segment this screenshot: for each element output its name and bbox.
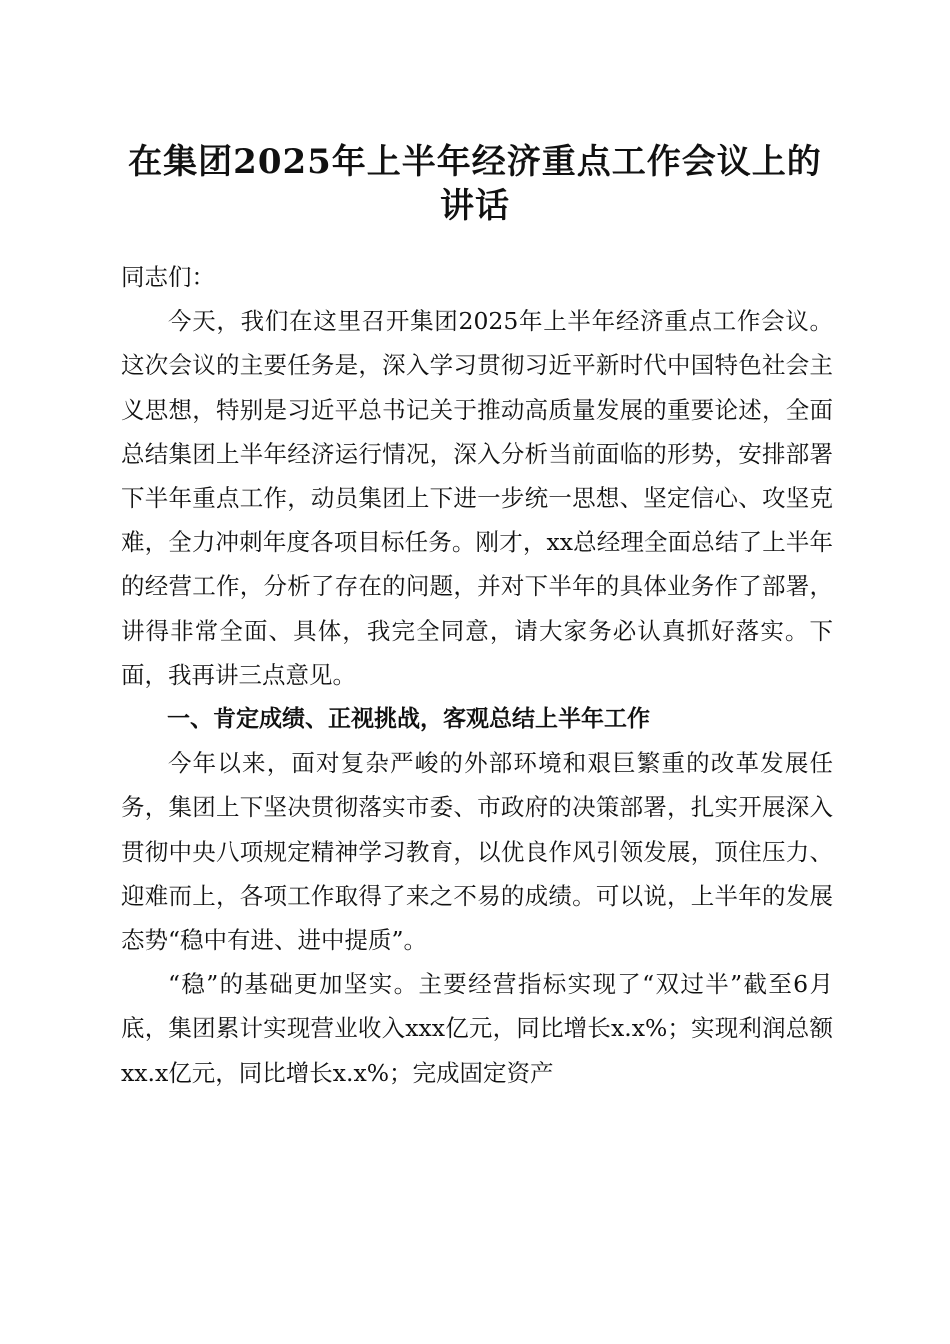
- document-title-line-2: 讲话: [440, 186, 510, 226]
- paragraph-opening: 今天，我们在这里召开集团2025年上半年经济重点工作会议。这次会议的主要任务是，深入学习贯彻习近平新时代中国特色社会主义思想，特别是习近平总书记关于推动高质量发展的重要论述，全面总结集团上半年经济运行情况，深入分析当前面临的形势，安排部署下半年重点工作，动员集团上下进一步统一思想、坚定信心、攻坚克难，全力冲刺年度各项目标任务。刚才，xx总经理全面总结了上半年的经营工作，分析了存在的问题，并对下半年的具体业务作了部署，讲得非常全面、具体，我完全同意，请大家务必认真抓好落实。下面，我再讲三点意见。: [121, 307, 833, 689]
- section-heading-1: 一、肯定成绩、正视挑战，客观总结上半年工作: [167, 706, 650, 733]
- paragraph-stability: “稳”的基础更加坚实。主要经营指标实现了“双过半”截至6月底，集团累计实现营业收入xxx亿元，同比增长x.x%；实现利润总额xx.x亿元，同比增长x.x%；完成固定资产: [121, 970, 833, 1087]
- document-title-line-1: 在集团2025年上半年经济重点工作会议上的: [128, 142, 822, 182]
- salutation: 同志们：: [121, 263, 215, 291]
- paragraph-review: 今年以来，面对复杂严峻的外部环境和艰巨繁重的改革发展任务，集团上下坚决贯彻落实市委、市政府的决策部署，扎实开展深入贯彻中央八项规定精神学习教育，以优良作风引领发展，顶住压力、迎难而上，各项工作取得了来之不易的成绩。可以说，上半年的发展态势“稳中有进、进中提质”。: [121, 749, 833, 955]
- document-body: [121, 255, 833, 1095]
